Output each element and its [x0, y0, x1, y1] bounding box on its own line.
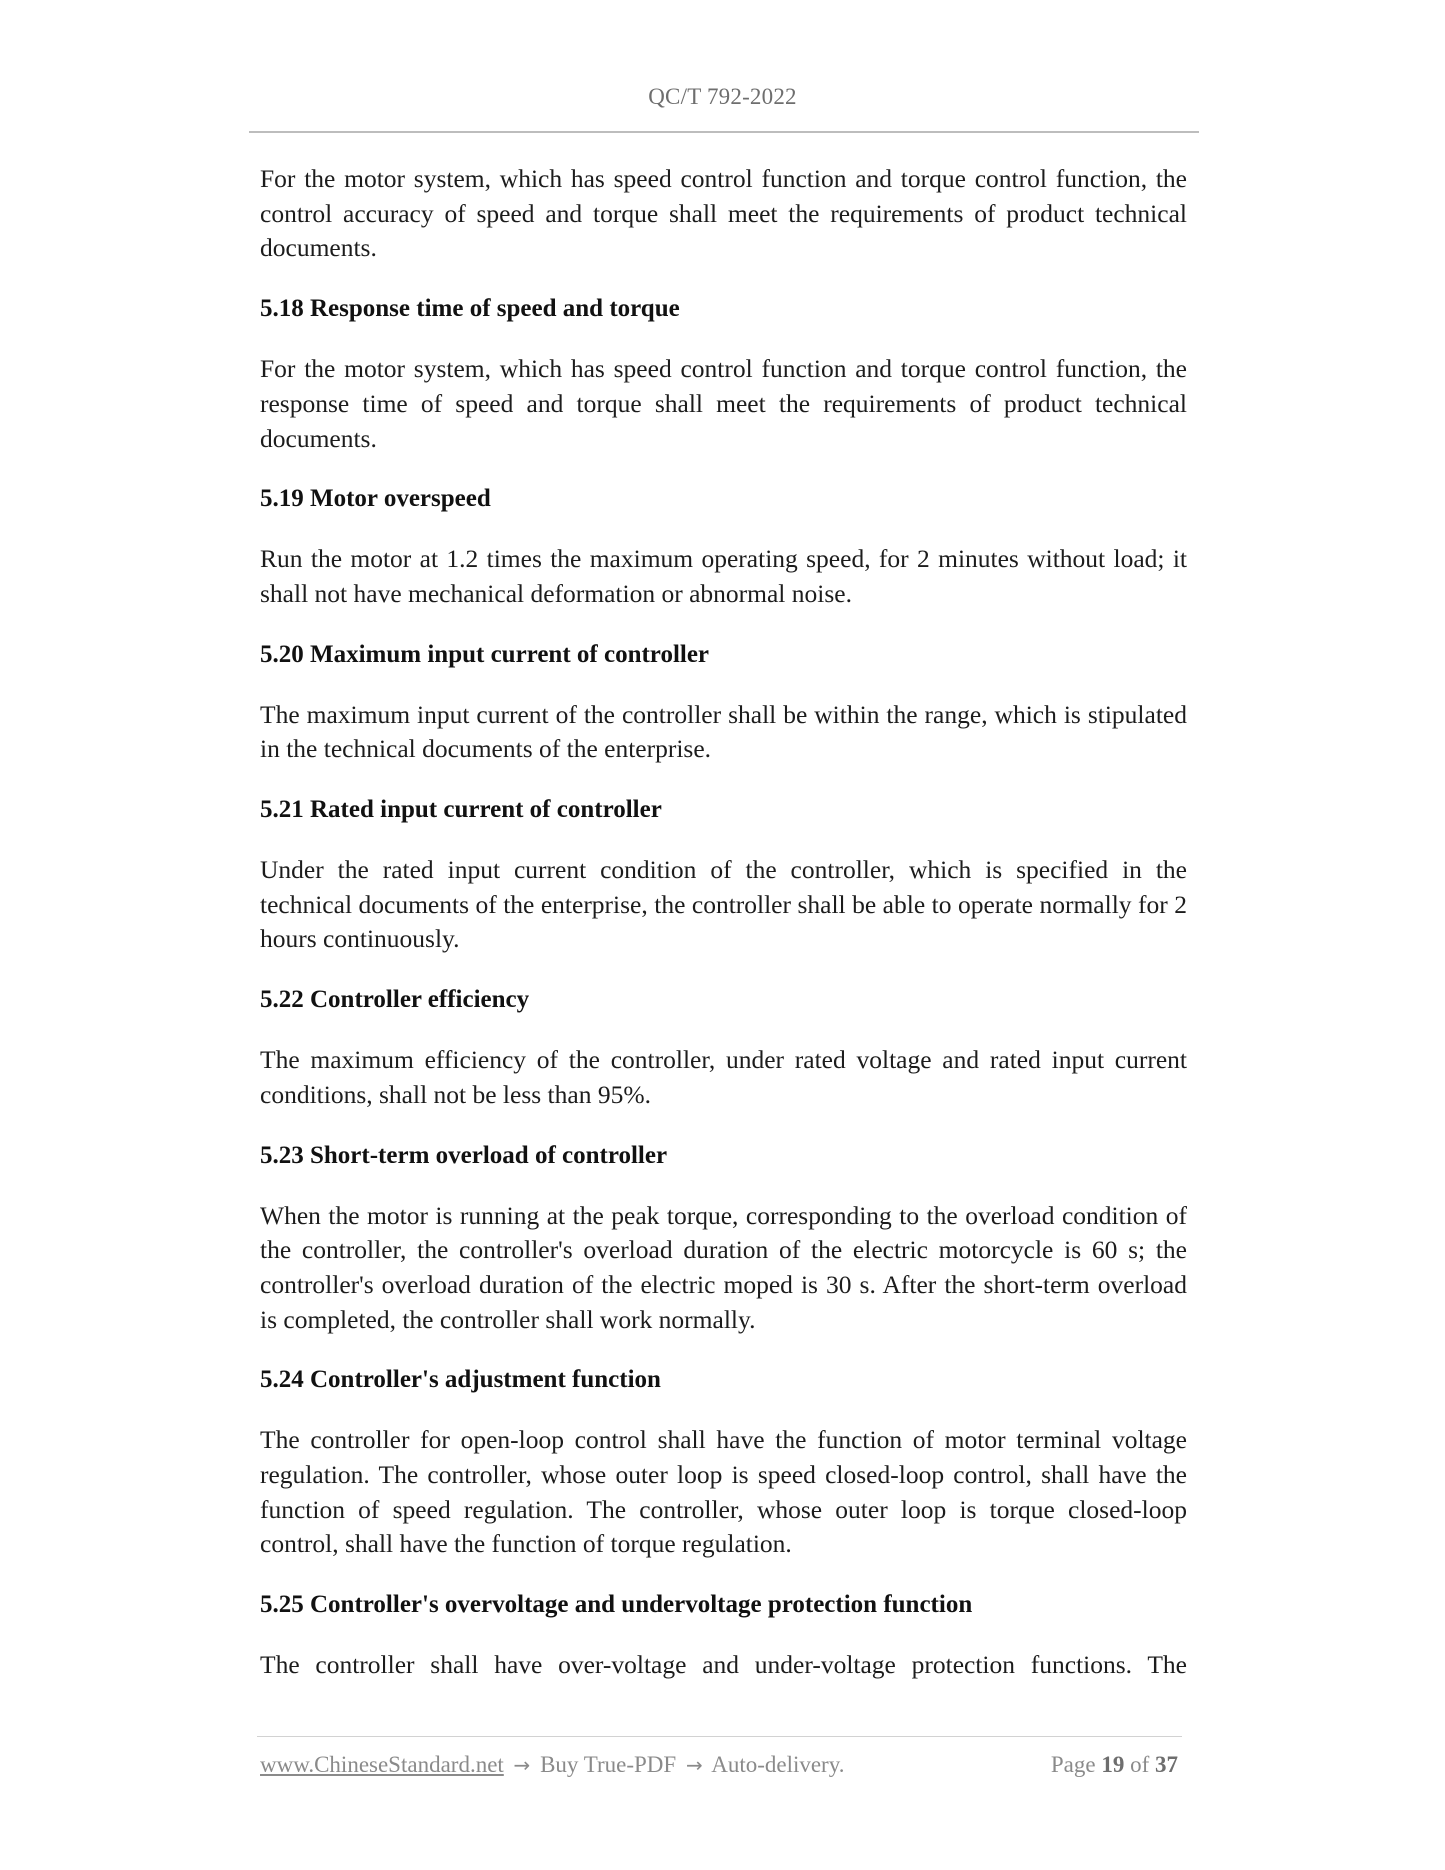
paragraph-short-term-overload: When the motor is running at the peak torque, corresponding to the overload condition of the controller, the controller's overload duration of the electric motorcycle is 60 s; the controller's overload duration of the electric moped is 30 s. After the short-term overload is completed, the controller shall work normally. — [260, 1200, 1187, 1334]
arrow-right-icon: → — [685, 1753, 703, 1777]
paragraph-adjustment-function: The controller for open-loop control shall have the function of motor terminal voltage regulation. The controller, whose outer loop is speed closed-loop control, shall have the function of speed regulation. The controller, whose outer loop is torque closed-loop control, shall have the function of torque regulation. — [260, 1425, 1187, 1559]
heading-5-19: 5.19 Motor overspeed — [260, 485, 491, 513]
page-total: 37 — [1155, 1752, 1178, 1777]
heading-5-21: 5.21 Rated input current of controller — [260, 796, 662, 824]
page-indicator — [1051, 1752, 1178, 1778]
heading-5-25: 5.25 Controller's overvoltage and undervoltage protection function — [260, 1591, 973, 1619]
paragraph-max-input-current: The maximum input current of the controller shall be within the range, which is stipulated in the technical documents of the enterprise. — [260, 699, 1187, 764]
paragraph-response-time: For the motor system, which has speed control function and torque control function, the response time of speed and torque shall meet the requirements of product technical documents. — [260, 354, 1187, 453]
paragraph-controller-efficiency: The maximum efficiency of the controller, under rated voltage and rated input current conditions, shall not be less than 95%. — [260, 1045, 1187, 1109]
page-of-label: of — [1130, 1752, 1150, 1777]
paragraph-motor-overspeed: Run the motor at 1.2 times the maximum operating speed, for 2 minutes without load; it shall not have mechanical deformation or abnormal noise. — [260, 544, 1187, 608]
heading-5-22: 5.22 Controller efficiency — [260, 986, 530, 1014]
heading-5-18: 5.18 Response time of speed and torque — [260, 295, 680, 323]
heading-5-20: 5.20 Maximum input current of controller — [260, 640, 710, 668]
arrow-right-icon: → — [513, 1753, 531, 1777]
heading-5-23: 5.23 Short-term overload of controller — [260, 1141, 668, 1169]
heading-5-24: 5.24 Controller's adjustment function — [260, 1366, 661, 1394]
page-header: QC/T 792-2022 — [648, 84, 797, 109]
page-number: 19 — [1101, 1752, 1125, 1777]
footer-links — [260, 1752, 844, 1778]
paragraph-voltage-protection: The controller shall have over-voltage and under-voltage protection functions. The — [260, 1650, 1187, 1680]
page-label: Page — [1050, 1752, 1096, 1777]
paragraph-rated-input-current: Under the rated input current condition of the controller, which is specified in the technical documents of the enterprise, the controller shall be able to operate normally for 2 hours continuously. — [260, 855, 1187, 954]
site-link[interactable]: www.ChineseStandard.net — [260, 1752, 504, 1777]
header-divider — [249, 131, 1199, 133]
document-body — [260, 162, 1187, 1683]
paragraph-control-accuracy: For the motor system, which has speed control function and torque control function, the control accuracy of speed and torque shall meet the requirements of product technical documents. — [260, 164, 1187, 263]
footer-divider — [257, 1736, 1182, 1737]
auto-delivery-text: Auto-delivery. — [711, 1752, 845, 1777]
buy-pdf-link[interactable]: Buy True-PDF — [540, 1752, 677, 1777]
